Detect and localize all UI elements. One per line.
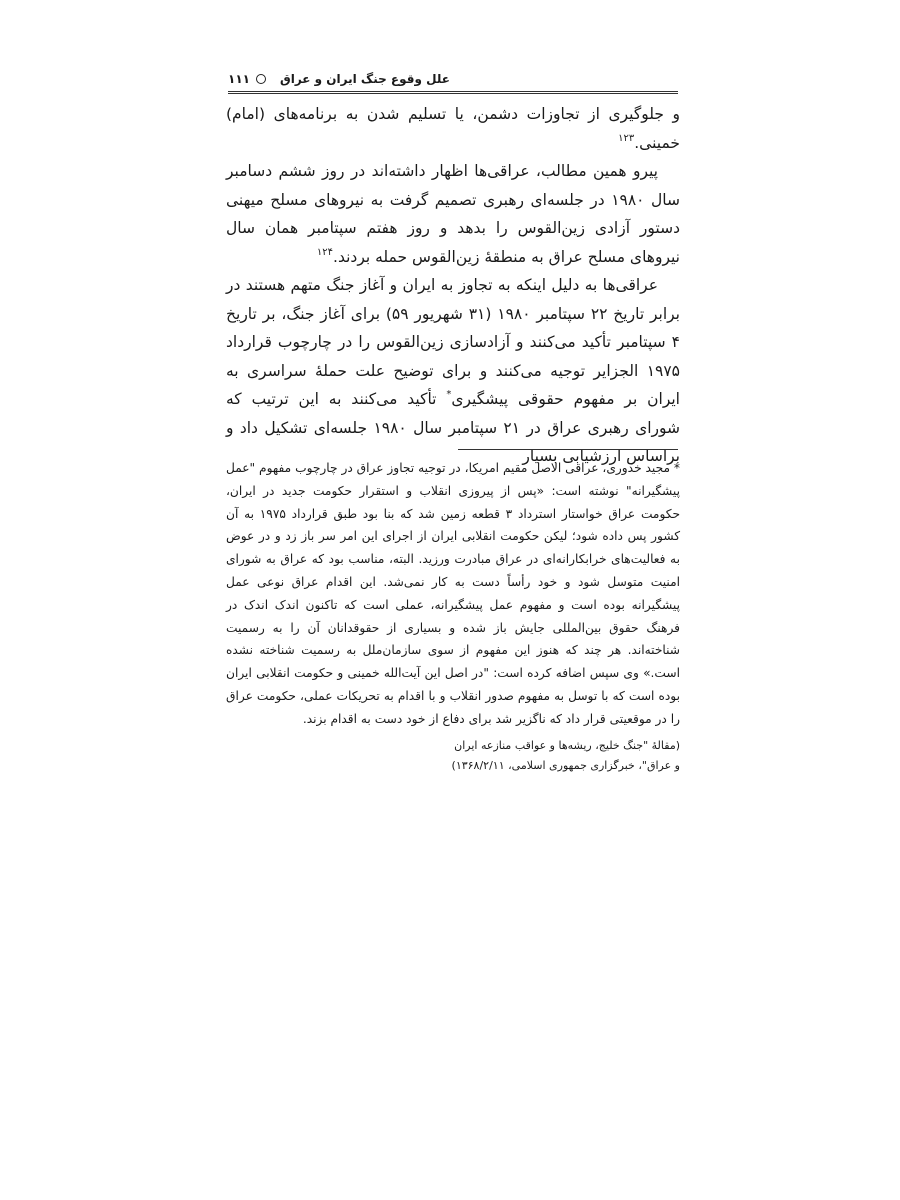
circle-separator-icon xyxy=(256,74,266,84)
footnote-marker: * xyxy=(446,389,452,400)
footnote xyxy=(226,457,680,731)
endnote-ref-124: ۱۲۴ xyxy=(316,246,334,258)
paragraph-1-text: و جلوگیری از تجاوزات دشمن، یا تسلیم شدن به برنامه‌های (امام) خمینی. xyxy=(226,105,680,152)
header-rule xyxy=(228,91,678,94)
page-number: ۱۱۱ xyxy=(228,72,250,86)
paragraph-3-text-b: تأکید می‌کنند به این ترتیب که شورای رهبری عراق در ۲۱ سپتامبر سال ۱۹۸۰ جلسه‌ای تشکیل داد و براساس ارزشیابی بسیار xyxy=(226,390,680,465)
endnote-ref-123: ۱۲۳ xyxy=(618,132,635,144)
footnote-source xyxy=(226,736,680,776)
running-header-title: علل وقوع جنگ ایران و عراق xyxy=(279,72,450,86)
footnote-text: * مجید خدوری، عراقی الاصل مقیم امریکا، در توجیه تجاوز عراق در چارچوب مفهوم "عمل پیشگیرانه" نوشته است: «پس از پیروزی انقلاب و استقرار حکومت جدید در ایران، حکومت عراق خواستار استرداد ۳ قطعه زمین شد که بنا بود طبق قرارداد ۱۹۷۵ به آن کشور پس داده شود؛ لیکن حکومت انقلابی ایران از اجرای این امر سر باز زد و در عوض به فعالیت‌های خرابکارانه‌ای در عراق مبادرت ورزید. البته، مناسب بود که عراق به شورای امنیت متوسل شود و خود رأساً دست به کار نمی‌شد. این اقدام عراق نوعی عمل پیشگیرانه بوده است و مفهوم عمل پیشگیرانه، عملی است که تاکنون اندک اندک در فرهنگ حقوق بین‌المللی جایش باز شده و بسیاری از حقوقدانان آن را به رسمیت شناخته‌اند. هر چند که هنوز این مفهوم از سوی سازمان‌ملل به رسمیت شناخته نشده است.» وی سپس اضافه کرده است: "در اصل این آیت‌الله خمینی و حکومت انقلابی ایران بوده است که با توسل به مفهوم صدور انقلاب و با اقدام به تحریکات عملی، حکومت عراق را در موقعیتی قرار داد که ناگزیر شد برای دفاع از خود دست به اقدام بزند. xyxy=(226,461,681,726)
paragraph-1 xyxy=(226,100,680,157)
paragraph-3 xyxy=(226,271,680,471)
running-header xyxy=(228,68,678,90)
paragraph-2 xyxy=(226,157,680,271)
main-text xyxy=(226,100,680,471)
footnote-rule xyxy=(458,449,678,450)
paragraph-3-text-a: عراقی‌ها به دلیل اینکه به تجاوز به ایران و آغاز جنگ متهم هستند در برابر تاریخ ۲۲ سپتامبر ۱۹۸۰ (۳۱ شهریور ۵۹) برای آغاز جنگ، بر تاریخ ۴ سپتامبر تأکید می‌کنند و آزادسازی زین‌القوس را در چارچوب قرارداد ۱۹۷۵ الجزایر توجیه می‌کنند و برای توضیح علت حملهٔ سراسری به ایران بر مفهوم حقوقی پیشگیری xyxy=(226,276,680,408)
paragraph-2-text: پیرو همین مطالب، عراقی‌ها اظهار داشته‌اند در روز ششم دسامبر سال ۱۹۸۰ در جلسه‌ای رهبری تصمیم گرفت به نیروهای مسلح میهنی دستور آزادی زین‌القوس را بدهد و روز هفتم سپتامبر همان سال نیروهای مسلح عراق به منطقهٔ زین‌القوس حمله بردند. xyxy=(226,162,680,266)
footnote-source-line-1: (مقالهٔ "جنگ خلیج، ریشه‌ها و عواقب منازعه ایران xyxy=(454,739,680,752)
footnote-source-line-2: و عراق"، خبرگزاری جمهوری اسلامی، ۱۳۶۸/۲/۱۱) xyxy=(451,759,680,772)
